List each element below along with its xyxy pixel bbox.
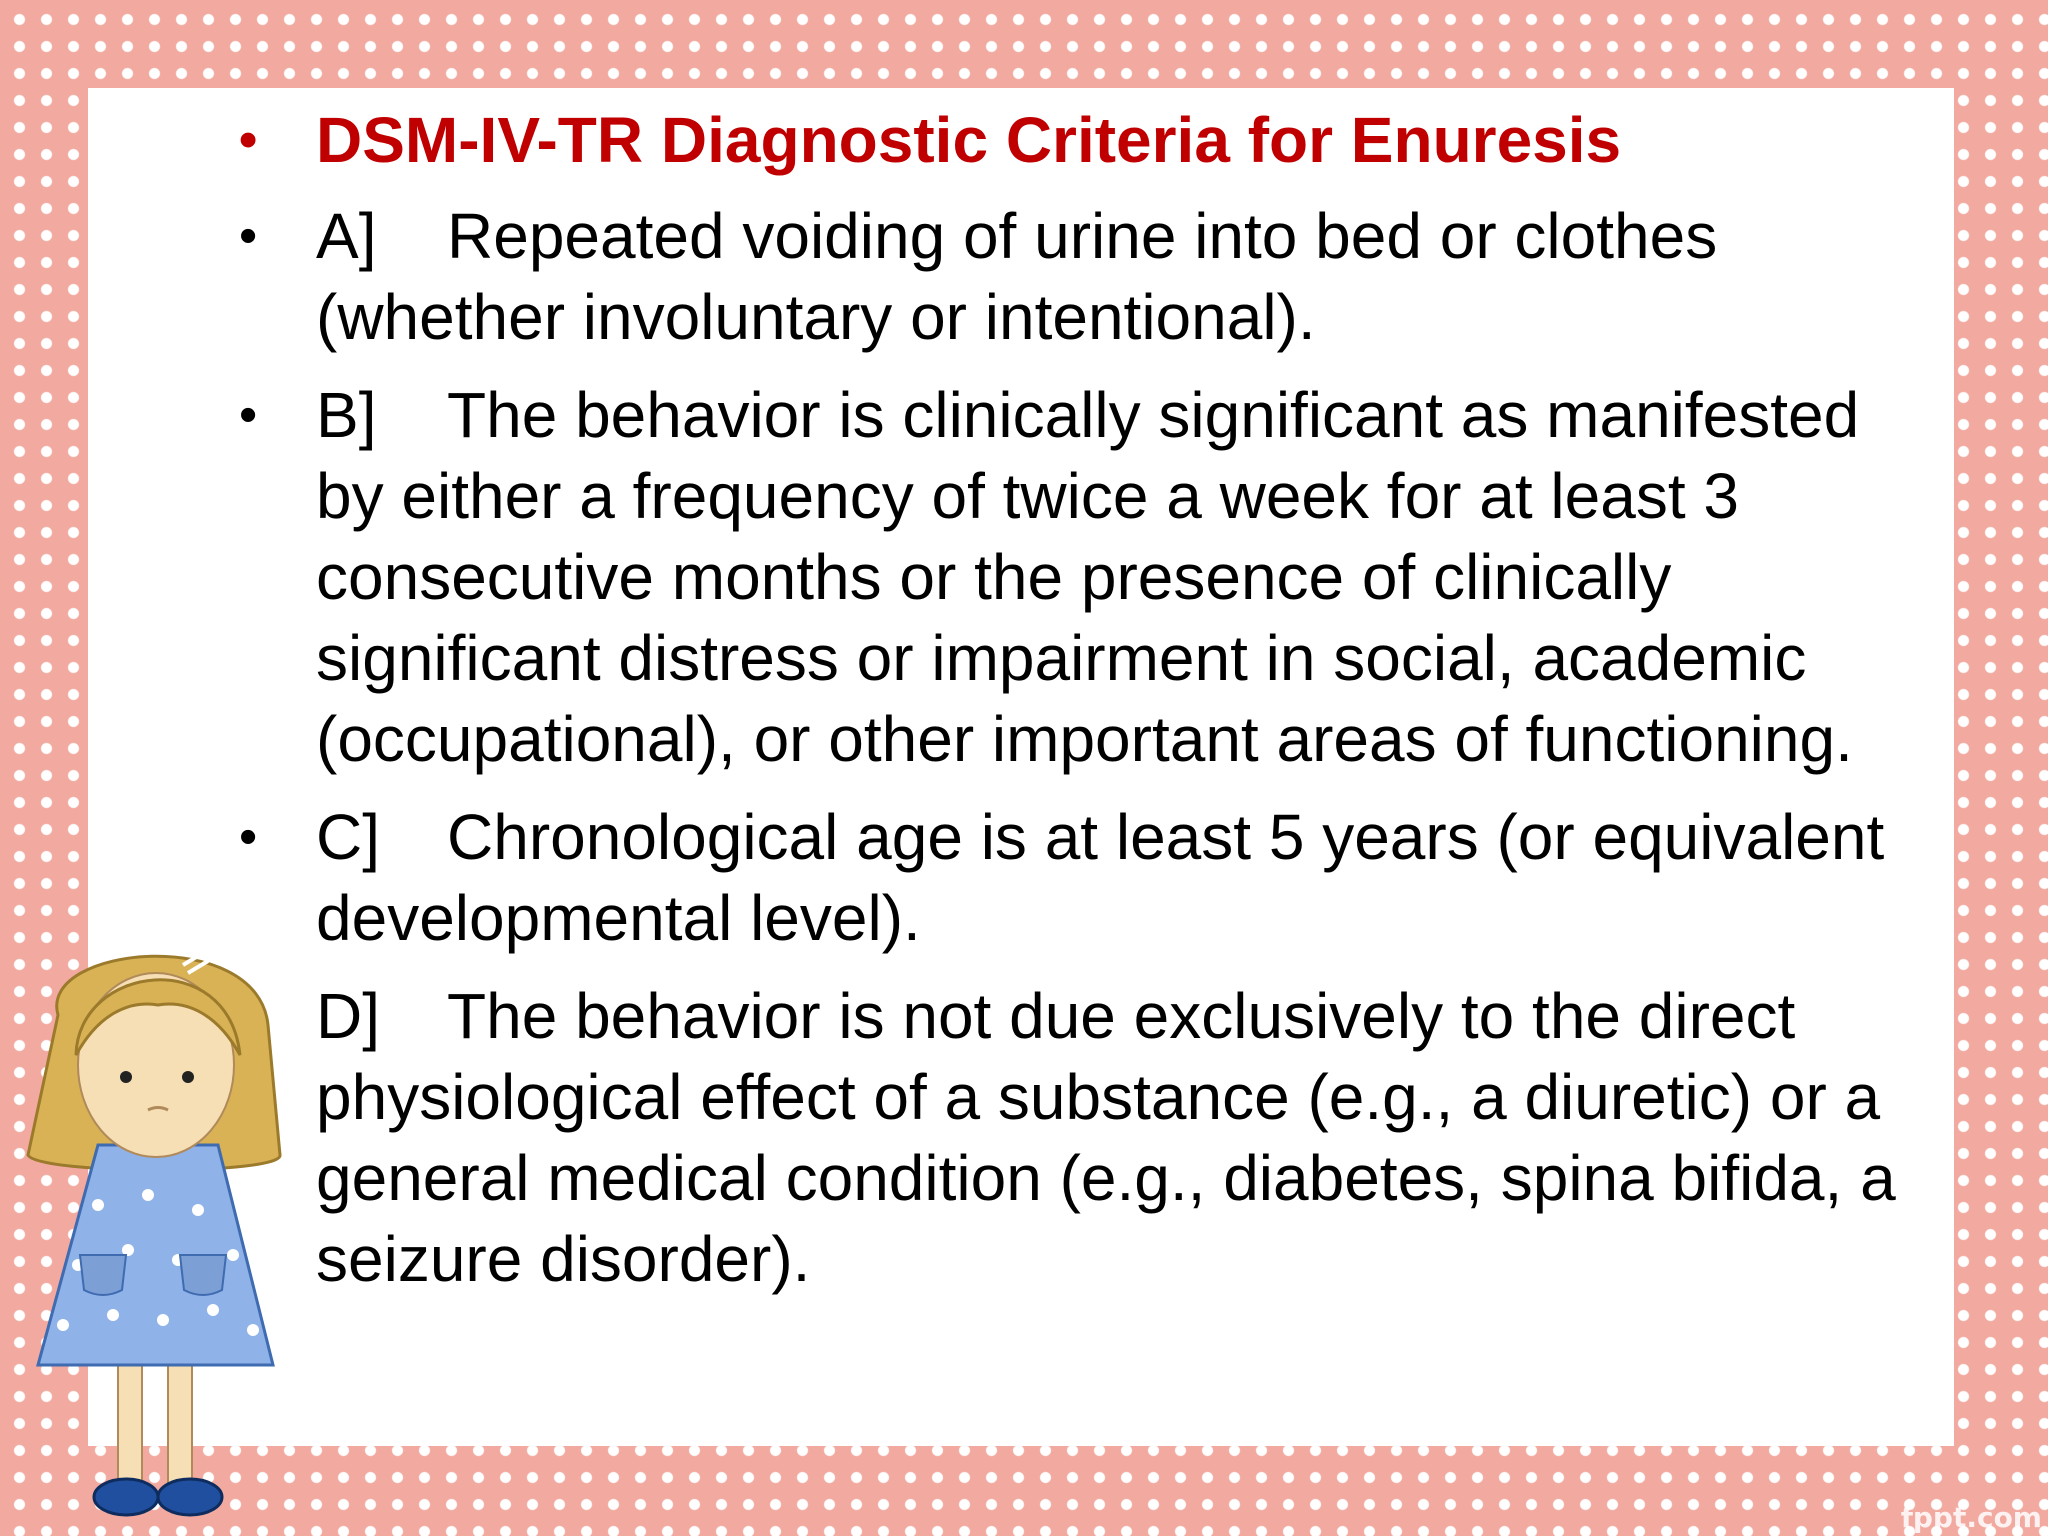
criterion-letter: D] [316,980,380,1052]
slide-title-text: DSM-IV-TR Diagnostic Criteria for Enuresis [316,104,1622,176]
criteria-list [228,100,1928,1317]
girl-illustration [18,905,288,1530]
bullet-icon: • [239,386,258,444]
criterion-text: The behavior is clinically significant as manifested by either a frequency of twice a week for at least 3 consecutive months or the presence of clinically significant distress or impairment in social, academic (occupational), or other important areas of functioning. [316,379,1860,775]
criterion-c [228,797,1928,959]
criterion-a [228,196,1928,358]
criterion-letter: C] [316,801,380,873]
criterion-text: Chronological age is at least 5 years (or equivalent developmental level). [316,801,1885,954]
criterion-text: Repeated voiding of urine into bed or clothes (whether involuntary or intentional). [316,200,1718,353]
criterion-letter: B] [316,379,377,451]
criterion-d [228,976,1928,1300]
criterion-letter: A] [316,200,377,272]
bullet-icon: • [239,111,258,169]
criterion-b [228,375,1928,780]
bullet-icon: • [239,808,258,866]
slide-title [228,100,1928,181]
fppt-watermark: fppt.com [1900,1501,2042,1534]
criterion-text: The behavior is not due exclusively to the direct physiological effect of a substance (e.g., a diuretic) or a general medical condition (e.g., diabetes, spina bifida, a seizure disorder). [316,980,1896,1295]
bullet-icon: • [239,207,258,265]
